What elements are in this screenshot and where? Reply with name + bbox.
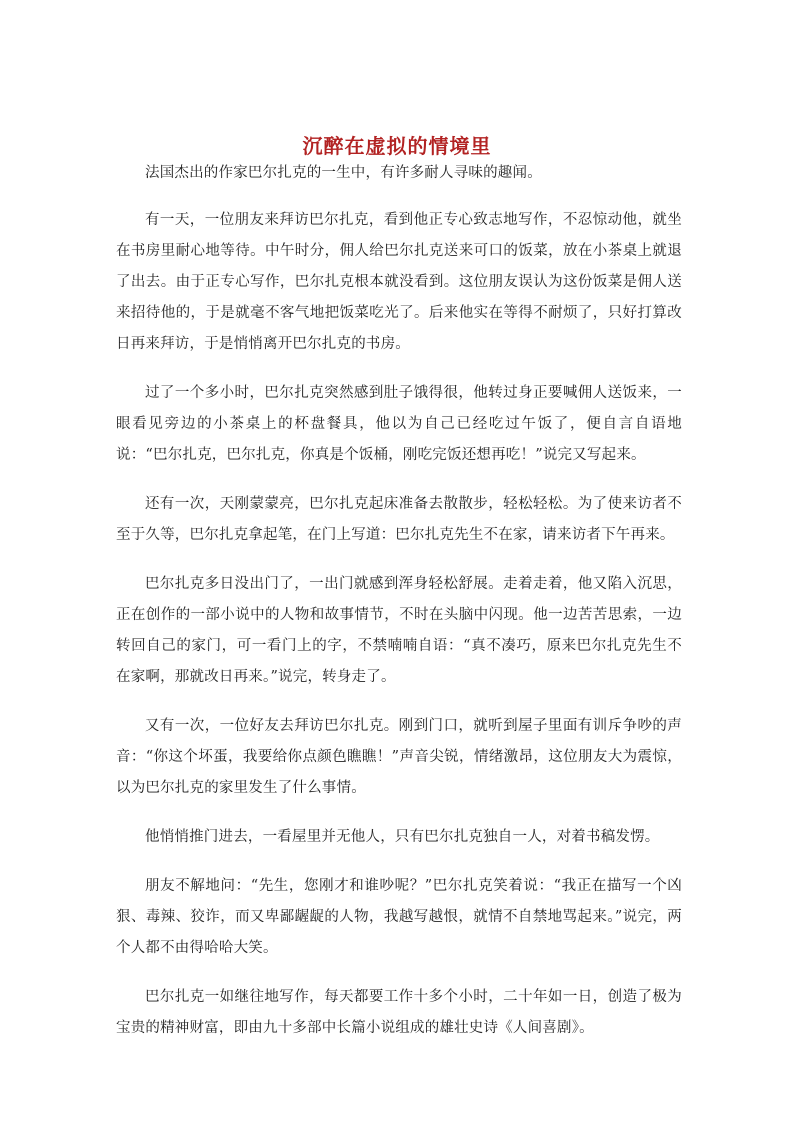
document-body	[116, 158, 682, 1062]
paragraph-friend-visit: 有一天，一位朋友来拜访巴尔扎克，看到他正专心致志地写作，不忍惊动他，就坐在书房里耐心地等待。中午时分，佣人给巴尔扎克送来可口的饭菜，放在小茶桌上就退了出去。由于正专心写作，巴尔扎克根本就没看到。这位朋友误认为这份饭菜是佣人送来招待他的，于是就毫不客气地把饭菜吃光了。后来他实在等得不耐烦了，只好打算改日再来拜访，于是悄悄离开巴尔扎克的书房。	[116, 212, 682, 352]
paragraph-hungry: 过了一个多小时，巴尔扎克突然感到肚子饿得很，他转过身正要喊佣人送饭来，一眼看见旁边的小茶桌上的杯盘餐具，他以为自己已经吃过午饭了，便自言自语地说：“巴尔扎克，巴尔扎克，你真是个饭桶，刚吃完饭还想再吃！”说完又写起来。	[116, 385, 682, 463]
document-title: 沉醉在虚拟的情境里	[302, 134, 492, 159]
paragraph-argument: 又有一次，一位好友去拜访巴尔扎克。刚到门口，就听到屋子里面有训斥争吵的声音：“你这个坏蛋，我要给你点颜色瞧瞧！”声音尖锐，情绪激昂，这位朋友大为震惊，以为巴尔扎克的家里发生了什么事情。	[116, 718, 682, 796]
paragraph-intro: 法国杰出的作家巴尔扎克的一生中，有许多耐人寻味的趣闻。	[145, 165, 542, 181]
paragraph-explanation: 朋友不解地问：“先生，您刚才和谁吵呢？”巴尔扎克笑着说：“我正在描写一个凶狠、毒辣、狡诈，而又卑鄙龌龊的人物，我越写越恨，就情不自禁地骂起来。”说完，两个人都不由得哈哈大笑。	[116, 878, 682, 956]
paragraph-alone: 他悄悄推门进去，一看屋里并无他人，只有巴尔扎克独自一人，对着书稿发愣。	[145, 829, 660, 845]
paragraph-conclusion: 巴尔扎克一如继往地写作，每天都要工作十多个小时，二十年如一日，创造了极为宝贵的精神财富，即由九十多部中长篇小说组成的雄壮史诗《人间喜剧》。	[116, 989, 682, 1036]
paragraph-door-note: 还有一次，天刚蒙蒙亮，巴尔扎克起床准备去散散步，轻松轻松。为了使来访者不至于久等，巴尔扎克拿起笔，在门上写道：巴尔扎克先生不在家，请来访者下午再来。	[116, 496, 682, 543]
paragraph-return-home: 巴尔扎克多日没出门了，一出门就感到浑身轻松舒展。走着走着，他又陷入沉思，正在创作的一部小说中的人物和故事情节，不时在头脑中闪现。他一边苦苦思索，一边转回自己的家门，可一看门上的字，不禁喃喃自语：“真不凑巧，原来巴尔扎克先生不在家啊，那就改日再来。”说完，转身走了。	[116, 576, 682, 685]
